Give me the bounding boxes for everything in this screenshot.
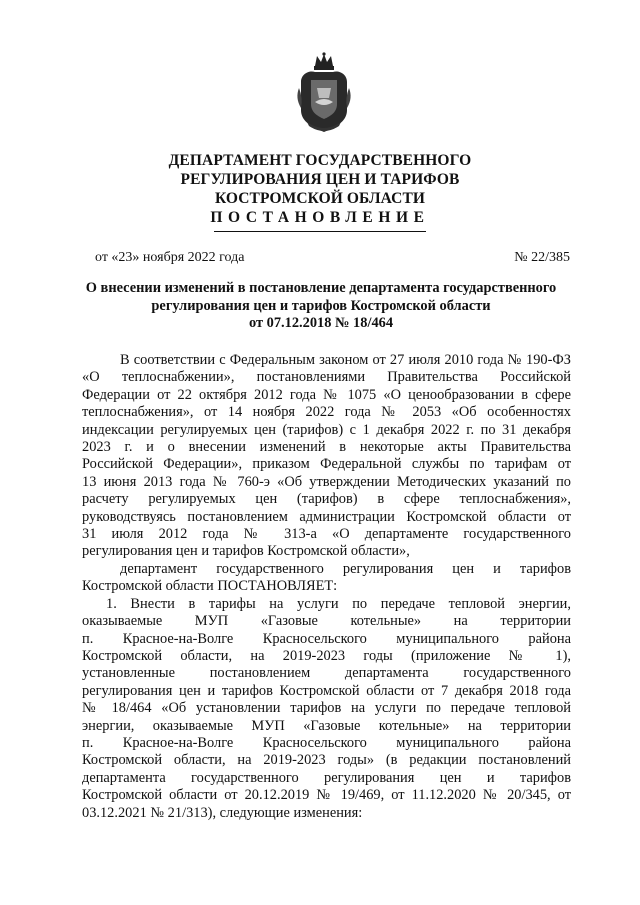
document-type-title: ПОСТАНОВЛЕНИЕ — [210, 209, 430, 226]
body-line: п. Красное-на-Волге Красносельского муниципального района — [82, 734, 571, 751]
body-line: Костромской области, на 2019-2023 годы (приложение № 1), — [82, 647, 571, 664]
body-line: теплоснабжения», от 14 ноября 2022 года № 2053 «Об особенностях — [82, 404, 571, 421]
department-line: ДЕПАРТАМЕНТ ГОСУДАРСТВЕННОГО — [168, 152, 472, 169]
document-body — [82, 352, 571, 822]
body-line: департамент государственного регулирования цен и тарифов — [120, 560, 571, 577]
body-line: 31 июля 2012 года № 313-а «О департаменте государственного — [82, 526, 571, 543]
body-line: расчету регулируемых цен (тарифов) в сфере теплоснабжения», — [82, 491, 571, 508]
document-number: № 22/385 — [514, 250, 570, 265]
department-line: КОСТРОМСКОЙ ОБЛАСТИ — [214, 190, 426, 207]
body-line: Костромской области от 20.12.2019 № 19/469, от 11.12.2020 № 20/345, от — [82, 787, 571, 804]
body-line: Костромской области, на 2019-2023 годы» (в редакции постановлений — [82, 752, 571, 769]
department-line: РЕГУЛИРОВАНИЯ ЦЕН И ТАРИФОВ — [180, 171, 460, 188]
body-line: Российской Федерации», приказом Федеральной службы по тарифам от — [82, 456, 571, 473]
body-line: регулирования цен и тарифов Костромской области», — [82, 543, 410, 560]
body-line: п. Красное-на-Волге Красносельского муниципального района — [82, 630, 571, 647]
body-line: В соответствии с Федеральным законом от 27 июля 2010 года № 190-ФЗ — [120, 352, 571, 368]
body-line: № 18/464 «Об установлении тарифов на услуги по передаче тепловой — [82, 700, 571, 717]
body-line: оказываемые МУП «Газовые котельные» на территории — [82, 613, 571, 630]
body-line: индексации регулируемых цен (тарифов) с 1 декабря 2022 г. по 31 декабря — [82, 421, 571, 438]
body-line: 1. Внести в тарифы на услуги по передаче тепловой энергии, — [106, 595, 571, 612]
body-line: департамента государственного регулирования цен и тарифов — [82, 769, 571, 786]
body-line: «О теплоснабжении», постановлениями Правительства Российской — [82, 369, 571, 386]
date-number-row — [95, 250, 570, 268]
subject-line: от 07.12.2018 № 18/464 — [248, 315, 394, 331]
body-line: 2023 г. и о внесении изменений в некоторые акты Правительства — [82, 439, 571, 456]
document-date: от «23» ноября 2022 года — [95, 250, 245, 265]
coat-of-arms-icon — [295, 52, 353, 134]
body-line: 13 июня 2013 года № 760-э «Об утверждении Методических указаний по — [82, 473, 571, 490]
title-underline — [214, 231, 426, 232]
subject-line: регулирования цен и тарифов Костромской области — [151, 297, 491, 314]
body-line: Костромской области ПОСТАНОВЛЯЕТ: — [82, 578, 338, 595]
body-line: 03.12.2021 № 21/313), следующие изменения: — [82, 804, 363, 821]
department-name — [120, 151, 520, 208]
body-line: энергии, оказываемые МУП «Газовые котельные» на территории — [82, 717, 571, 734]
body-line: Федерации от 22 октября 2012 года № 1075 «О ценообразовании в сфере — [82, 386, 571, 403]
body-line: руководствуясь постановлением администрации Костромской области от — [82, 508, 571, 525]
subject-line: О внесении изменений в постановление департамента государственного — [85, 280, 557, 296]
body-line: установленные постановлением департамента государственного — [82, 665, 571, 682]
document-subject — [80, 280, 562, 333]
body-line: регулирования цен и тарифов Костромской области от 7 декабря 2018 года — [82, 682, 571, 699]
